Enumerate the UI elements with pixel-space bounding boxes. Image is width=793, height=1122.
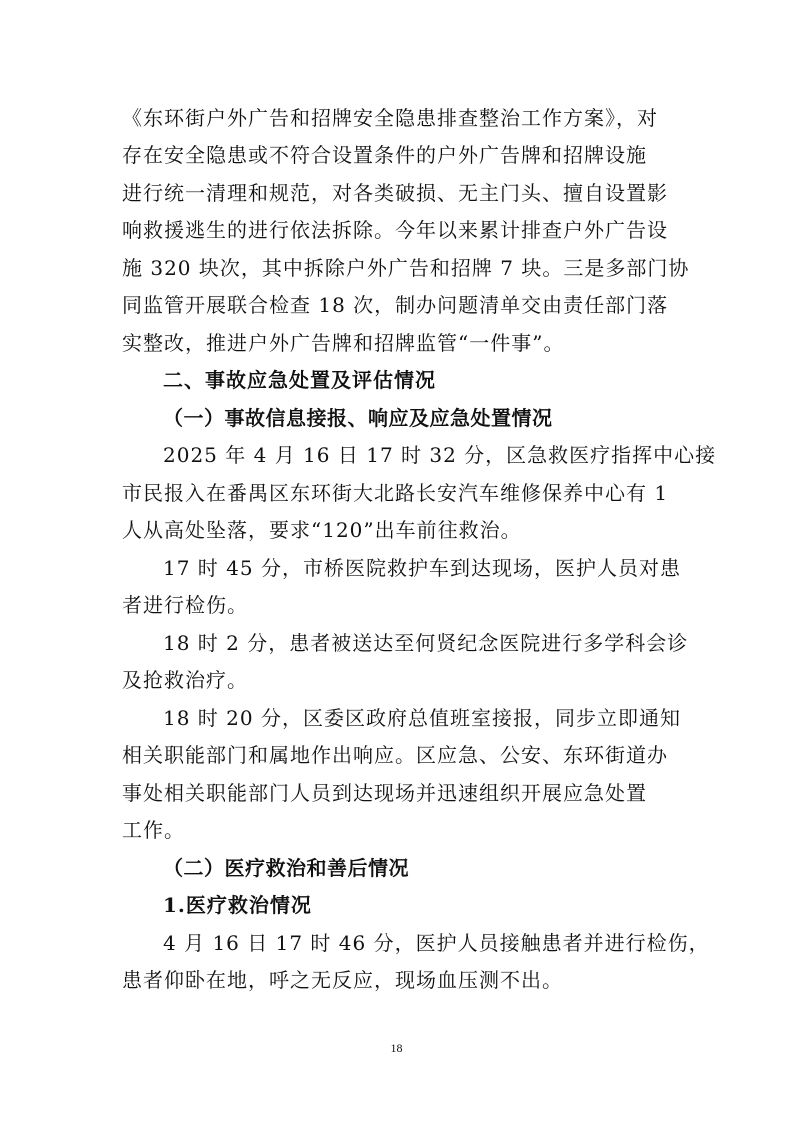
- paragraph-line: 者进行检伤。: [122, 593, 248, 617]
- paragraph-line: 存在安全隐患或不符合设置条件的户外广告牌和招牌设施: [122, 143, 647, 167]
- paragraph-line: 18 时 2 分，患者被送达至何贤纪念医院进行多学科会诊: [163, 631, 689, 655]
- paragraph-line: 患者仰卧在地，呼之无反应，现场血压测不出。: [122, 968, 563, 992]
- paragraph-line: 人从高处坠落，要求“120”出车前往救治。: [122, 518, 522, 542]
- paragraph-line: 市民报入在番禺区东环街大北路长安汽车维修保养中心有 1: [122, 481, 669, 505]
- paragraph-line: 4 月 16 日 17 时 46 分，医护人员接触患者并进行检伤，: [163, 931, 710, 955]
- paragraph-line: 同监管开展联合检查 18 次，制办问题清单交由责任部门落: [122, 293, 669, 317]
- paragraph-line: 2025 年 4 月 16 日 17 时 32 分，区急救医疗指挥中心接: [163, 443, 717, 467]
- paragraph-line: 响救援逃生的进行依法拆除。今年以来累计排查户外广告设: [122, 218, 668, 242]
- paragraph-line: 及抢救治疗。: [122, 668, 248, 692]
- sub-subsection-heading: 1.医疗救治情况: [163, 893, 312, 917]
- section-heading: 二、事故应急处置及评估情况: [163, 368, 436, 392]
- paragraph-line: 施 320 块次，其中拆除户外广告和招牌 7 块。三是多部门协: [122, 256, 690, 280]
- paragraph-line: 实整改，推进户外广告牌和招牌监管“一件事”。: [122, 331, 565, 355]
- paragraph-line: 17 时 45 分，市桥医院救护车到达现场，医护人员对患: [163, 556, 681, 580]
- subsection-heading: （二）医疗救治和善后情况: [163, 856, 409, 880]
- paragraph-line: 相关职能部门和属地作出响应。区应急、公安、东环街道办: [122, 743, 668, 767]
- page-number: 18: [390, 1041, 403, 1055]
- paragraph-line: 18 时 20 分，区委区政府总值班室接报，同步立即通知: [163, 706, 681, 730]
- subsection-heading: （一）事故信息接报、响应及应急处置情况: [163, 406, 553, 430]
- paragraph-line: 事处相关职能部门人员到达现场并迅速组织开展应急处置: [122, 781, 647, 805]
- paragraph-line: 《东环街户外广告和招牌安全隐患排查整治工作方案》，对: [122, 106, 658, 130]
- paragraph-line: 工作。: [122, 818, 185, 842]
- paragraph-line: 进行统一清理和规范，对各类破损、无主门头、擅自设置影: [122, 181, 668, 205]
